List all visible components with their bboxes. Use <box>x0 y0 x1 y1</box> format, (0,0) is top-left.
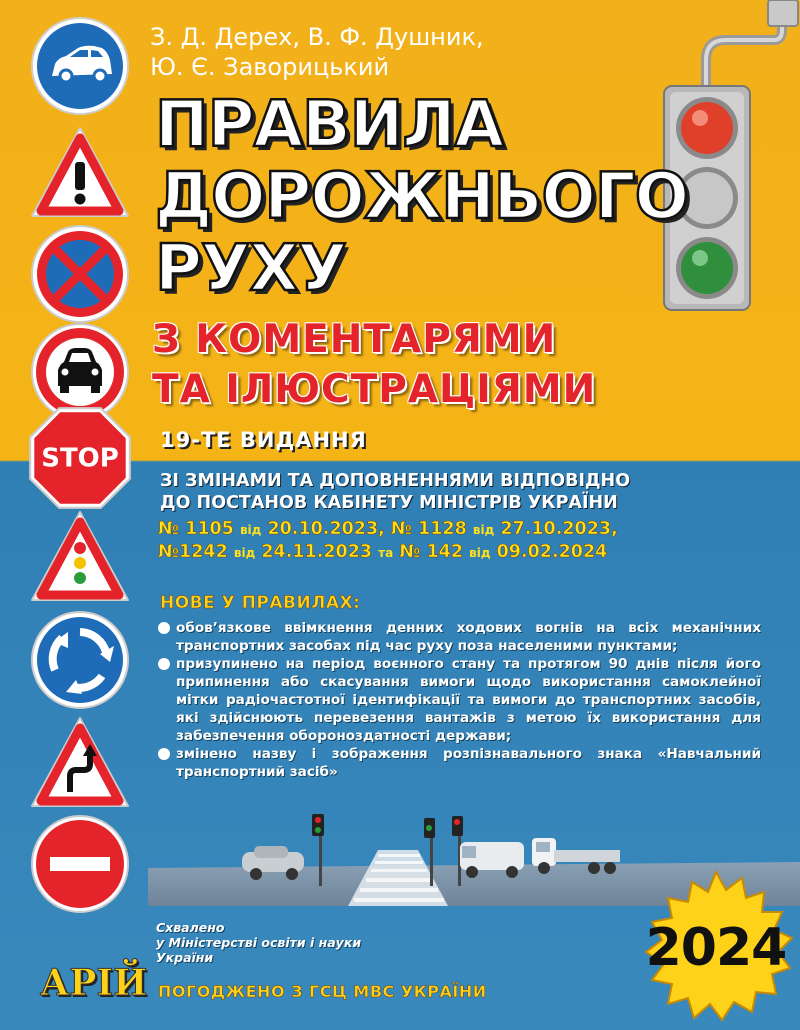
list-item <box>156 655 761 745</box>
new-rules-heading: НОВЕ У ПРАВИЛАХ: <box>160 593 361 613</box>
stop-sign-icon <box>26 404 134 512</box>
approval-line-1: Схвалено <box>156 920 225 935</box>
list-item <box>156 745 761 781</box>
stop-label: STOP <box>41 443 119 474</box>
decrees <box>158 518 618 564</box>
decree-2-number: № 1128 <box>390 519 467 539</box>
title-line-3: РУХУ <box>155 232 346 306</box>
title-line-1: ПРАВИЛА <box>155 88 504 162</box>
no-stopping-icon <box>28 222 132 326</box>
traffic-light-warning-icon <box>28 506 132 610</box>
subtitle-line-1: З КОМЕНТАРЯМИ <box>152 317 557 362</box>
decrees-line-1 <box>158 518 618 541</box>
dangerous-curves-icon <box>28 712 132 816</box>
publisher-logo: АРІЙ <box>40 962 148 1004</box>
decrees-and: та <box>378 546 394 560</box>
authors-line-1: З. Д. Дерех, В. Ф. Душник, <box>150 23 484 51</box>
decrees-line-2 <box>158 541 618 564</box>
decree-3-number: №1242 <box>158 542 228 562</box>
bullet-icon <box>158 748 170 760</box>
decree-3-date: 24.11.2023 <box>261 542 373 562</box>
decree-2-date: 27.10.2023, <box>500 519 618 539</box>
no-entry-icon <box>28 812 132 916</box>
edition: 19-ТЕ ВИДАННЯ <box>160 428 367 452</box>
roundabout-icon <box>28 608 132 712</box>
authors <box>150 22 484 82</box>
agreed-note: ПОГОДЖЕНО З ГСЦ МВС УКРАЇНИ <box>158 982 487 1001</box>
authors-line-2: Ю. Є. Заворицький <box>150 53 390 81</box>
traffic-light-icon <box>656 0 800 316</box>
list-item <box>156 619 761 655</box>
rule-text-1: обов’язкове ввімкнення денних ходових вогнів на всіх механічних транспортних засобах під час руху поза населеними пунктами; <box>176 620 761 654</box>
car-sign-icon <box>28 14 132 118</box>
decree-2-from: від <box>472 523 495 537</box>
approval-note <box>156 920 361 965</box>
decree-4-number: № 142 <box>399 542 464 562</box>
title-line-2: ДОРОЖНЬОГО <box>155 160 688 234</box>
subtitle-line-2: ТА ІЛЮСТРАЦІЯМИ <box>152 367 597 412</box>
changes-note <box>160 470 630 514</box>
changes-line-1: ЗІ ЗМІНАМИ ТА ДОПОВНЕННЯМИ ВІДПОВІДНО <box>160 471 631 491</box>
approval-line-2: у Міністерстві освіти і науки <box>156 935 362 950</box>
decree-1-date: 20.10.2023, <box>267 519 385 539</box>
decree-4-date: 09.02.2024 <box>496 542 608 562</box>
decree-1-number: № 1105 <box>158 519 234 539</box>
rule-text-3: змінено назву і зображення розпізнавального знака «Навчальний транспортний засіб» <box>176 746 761 780</box>
bullet-icon <box>158 658 170 670</box>
bullet-icon <box>158 622 170 634</box>
decree-3-from: від <box>233 546 256 560</box>
rule-text-2: призупинено на період воєнного стану та протягом 90 днів після його припинення або скасування вимоги щодо використання самоклейної мітки радіочастотної ідентифікації та вимоги до транспортних засобів, які здійснюють перевезення вантажів з метою їх використання для забезпечення обороноздатності держави; <box>176 656 761 744</box>
decree-1-from: від <box>239 523 262 537</box>
warning-exclamation-icon <box>28 122 132 226</box>
year: 2024 <box>645 918 787 978</box>
approval-line-3: України <box>156 950 214 965</box>
new-rules-list <box>156 619 761 781</box>
decree-4-from: від <box>469 546 491 560</box>
changes-line-2: ДО ПОСТАНОВ КАБІНЕТУ МІНІСТРІВ УКРАЇНИ <box>160 493 618 513</box>
